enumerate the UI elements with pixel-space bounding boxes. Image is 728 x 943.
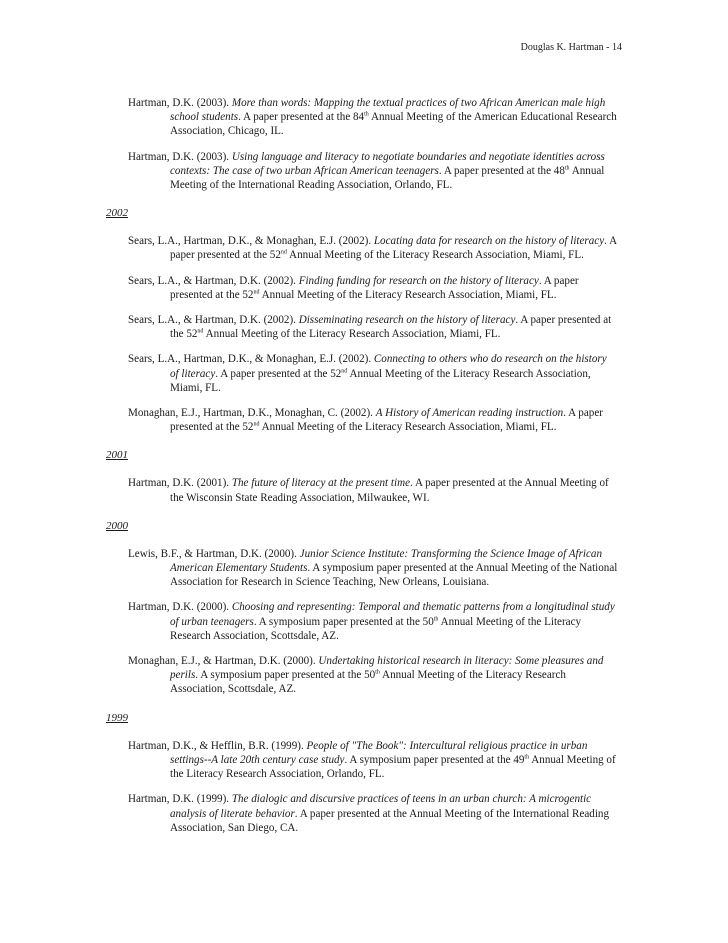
- ordinal-suffix: nd: [280, 249, 287, 256]
- citation-authors: Hartman, D.K. (2003).: [128, 150, 232, 163]
- citation-venue: . A paper presented at the Annual Meeting of the International Reading Association, San Diego, CA.: [170, 807, 610, 834]
- citation-entry: [128, 406, 618, 434]
- entry-list: [128, 739, 618, 835]
- citation-authors: Hartman, D.K. (1999).: [128, 793, 232, 806]
- citation-venue-continued: Annual Meeting of the Literacy Research Association, Orlando, FL.: [170, 753, 616, 781]
- citation-authors: Hartman, D.K. (2001).: [128, 477, 232, 490]
- citation-authors: Sears, L.A., & Hartman, D.K. (2002).: [128, 274, 299, 287]
- citation-venue: . A symposium paper presented at the 49: [344, 753, 525, 766]
- citation-venue-continued: Annual Meeting of the Literacy Research Association, Miami, FL.: [259, 421, 557, 434]
- citation-entry: [128, 96, 618, 139]
- citation-venue-continued: Annual Meeting of the Literacy Research Association, Scottsdale, AZ.: [170, 669, 566, 696]
- ordinal-suffix: nd: [341, 367, 348, 374]
- citation-venue-continued: Annual Meeting of the Literacy Research Association, Miami, FL.: [259, 288, 557, 301]
- citation-entry: [128, 600, 618, 643]
- citation-authors: Hartman, D.K., & Hefflin, B.R. (1999).: [128, 739, 307, 752]
- entry-list: [128, 476, 618, 504]
- year-heading: 1999: [106, 711, 128, 724]
- entry-list: [128, 547, 618, 697]
- citation-list: [106, 96, 618, 835]
- ordinal-suffix: th: [433, 615, 439, 622]
- ordinal-suffix: nd: [253, 289, 260, 296]
- citation-venue: . A paper presented at the 52: [170, 274, 579, 301]
- citation-title: Using language and literacy to negotiate boundaries and negotiate identities across contexts: The case of two urban African American teenagers: [170, 150, 605, 177]
- citation-authors: Sears, L.A., Hartman, D.K., & Monaghan, E.J. (2002).: [128, 235, 374, 248]
- citation-authors: Monaghan, E.J., Hartman, D.K., Monaghan, C. (2002).: [128, 407, 376, 420]
- citation-venue: . A paper presented at the 52: [170, 235, 617, 262]
- year-section: [106, 697, 618, 835]
- citation-venue: . A paper presented at the 52: [170, 407, 603, 434]
- citation-venue: . A paper presented at the Annual Meeting of the Wisconsin State Reading Association, Milwaukee, WI.: [170, 477, 609, 504]
- citation-entry: [128, 547, 618, 590]
- ordinal-suffix: th: [375, 669, 380, 676]
- page-header: Douglas K. Hartman - 14: [520, 42, 622, 53]
- citation-entry: [128, 234, 618, 262]
- citation-title: Undertaking historical research in literacy: Some pleasures and perils: [170, 655, 604, 682]
- citation-venue: . A paper presented at the 52: [215, 367, 342, 380]
- citation-authors: Sears, L.A., & Hartman, D.K. (2002).: [128, 314, 299, 327]
- citation-entry: [128, 792, 618, 835]
- citation-venue: . A paper presented at the 52: [170, 314, 612, 341]
- citation-entry: [128, 313, 618, 341]
- ordinal-suffix: th: [564, 165, 570, 172]
- entry-list: [128, 234, 618, 434]
- ordinal-suffix: th: [364, 111, 369, 118]
- citation-title: More than words: Mapping the textual practices of two African American male high school students: [170, 97, 606, 124]
- citation-entry: [128, 274, 618, 302]
- citation-entry: [128, 654, 618, 697]
- citation-authors: Sears, L.A., Hartman, D.K., & Monaghan, E.J. (2002).: [128, 353, 374, 366]
- citation-venue: . A symposium paper presented at the Annual Meeting of the National Association for Research in Science Teaching, New Orleans, Louisiana.: [170, 562, 618, 589]
- citation-authors: Monaghan, E.J., & Hartman, D.K. (2000).: [128, 655, 319, 668]
- citation-authors: Hartman, D.K. (2003).: [128, 97, 232, 109]
- citation-venue-continued: Annual Meeting of the Literacy Research Association, Miami, FL.: [170, 367, 591, 394]
- citation-title: People of "The Book": Intercultural religious practice in urban settings--A late 20th century case study: [170, 739, 588, 766]
- ordinal-suffix: th: [524, 754, 530, 761]
- citation-venue-continued: Annual Meeting of the Literacy Research Association, Miami, FL.: [286, 249, 584, 262]
- citation-venue-continued: Annual Meeting of the Literacy Research Association, Miami, FL.: [203, 328, 501, 341]
- citation-venue: . A symposium paper presented at the 50: [253, 615, 434, 628]
- year-section: [106, 192, 618, 434]
- citation-entry: [128, 739, 618, 782]
- ordinal-suffix: nd: [253, 421, 260, 428]
- citation-title: Disseminating research on the history of literacy: [298, 314, 516, 327]
- year-heading: 2000: [106, 519, 128, 532]
- citation-title: Finding funding for research on the history of literacy: [298, 274, 539, 287]
- citation-venue-continued: Annual Meeting of the Literacy Research Association, Scottsdale, AZ.: [170, 615, 582, 642]
- citation-venue-continued: Annual Meeting of the American Educational Research Association, Chicago, IL.: [170, 111, 617, 138]
- citation-authors: Lewis, B.F., & Hartman, D.K. (2000).: [128, 547, 300, 560]
- entry-list: [128, 96, 618, 192]
- citation-title: Junior Science Institute: Transforming the Science Image of African American Elementary Students: [170, 547, 603, 575]
- citation-venue: . A symposium paper presented at the 50: [195, 669, 376, 682]
- year-section: [106, 505, 618, 697]
- citation-title: The future of literacy at the present time: [231, 477, 411, 490]
- ordinal-suffix: nd: [197, 328, 204, 335]
- citation-authors: Hartman, D.K. (2000).: [128, 601, 232, 614]
- citation-title: Locating data for research on the history of literacy: [373, 235, 605, 248]
- citation-title: The dialogic and discursive practices of teens in an urban church: A microgentic analysis of literate behavior: [170, 793, 592, 820]
- citation-title: Connecting to others who do research on the history of literacy: [170, 353, 607, 380]
- citation-venue: . A paper presented at the 84: [238, 111, 365, 124]
- citation-venue-continued: Annual Meeting of the International Reading Association, Orlando, FL.: [170, 164, 605, 192]
- year-section: [106, 434, 618, 504]
- citation-entry: [128, 476, 618, 504]
- citation-title: Choosing and representing: Temporal and thematic patterns from a longitudinal study of urban teenagers: [170, 601, 615, 628]
- year-heading: 2002: [106, 207, 128, 220]
- citation-entry: [128, 352, 618, 395]
- citation-venue: . A paper presented at the 48: [438, 164, 565, 177]
- citation-title: A History of American reading instruction: [375, 407, 564, 420]
- citation-entry: [128, 150, 618, 193]
- year-heading: 2001: [106, 449, 128, 462]
- year-section: [106, 96, 618, 192]
